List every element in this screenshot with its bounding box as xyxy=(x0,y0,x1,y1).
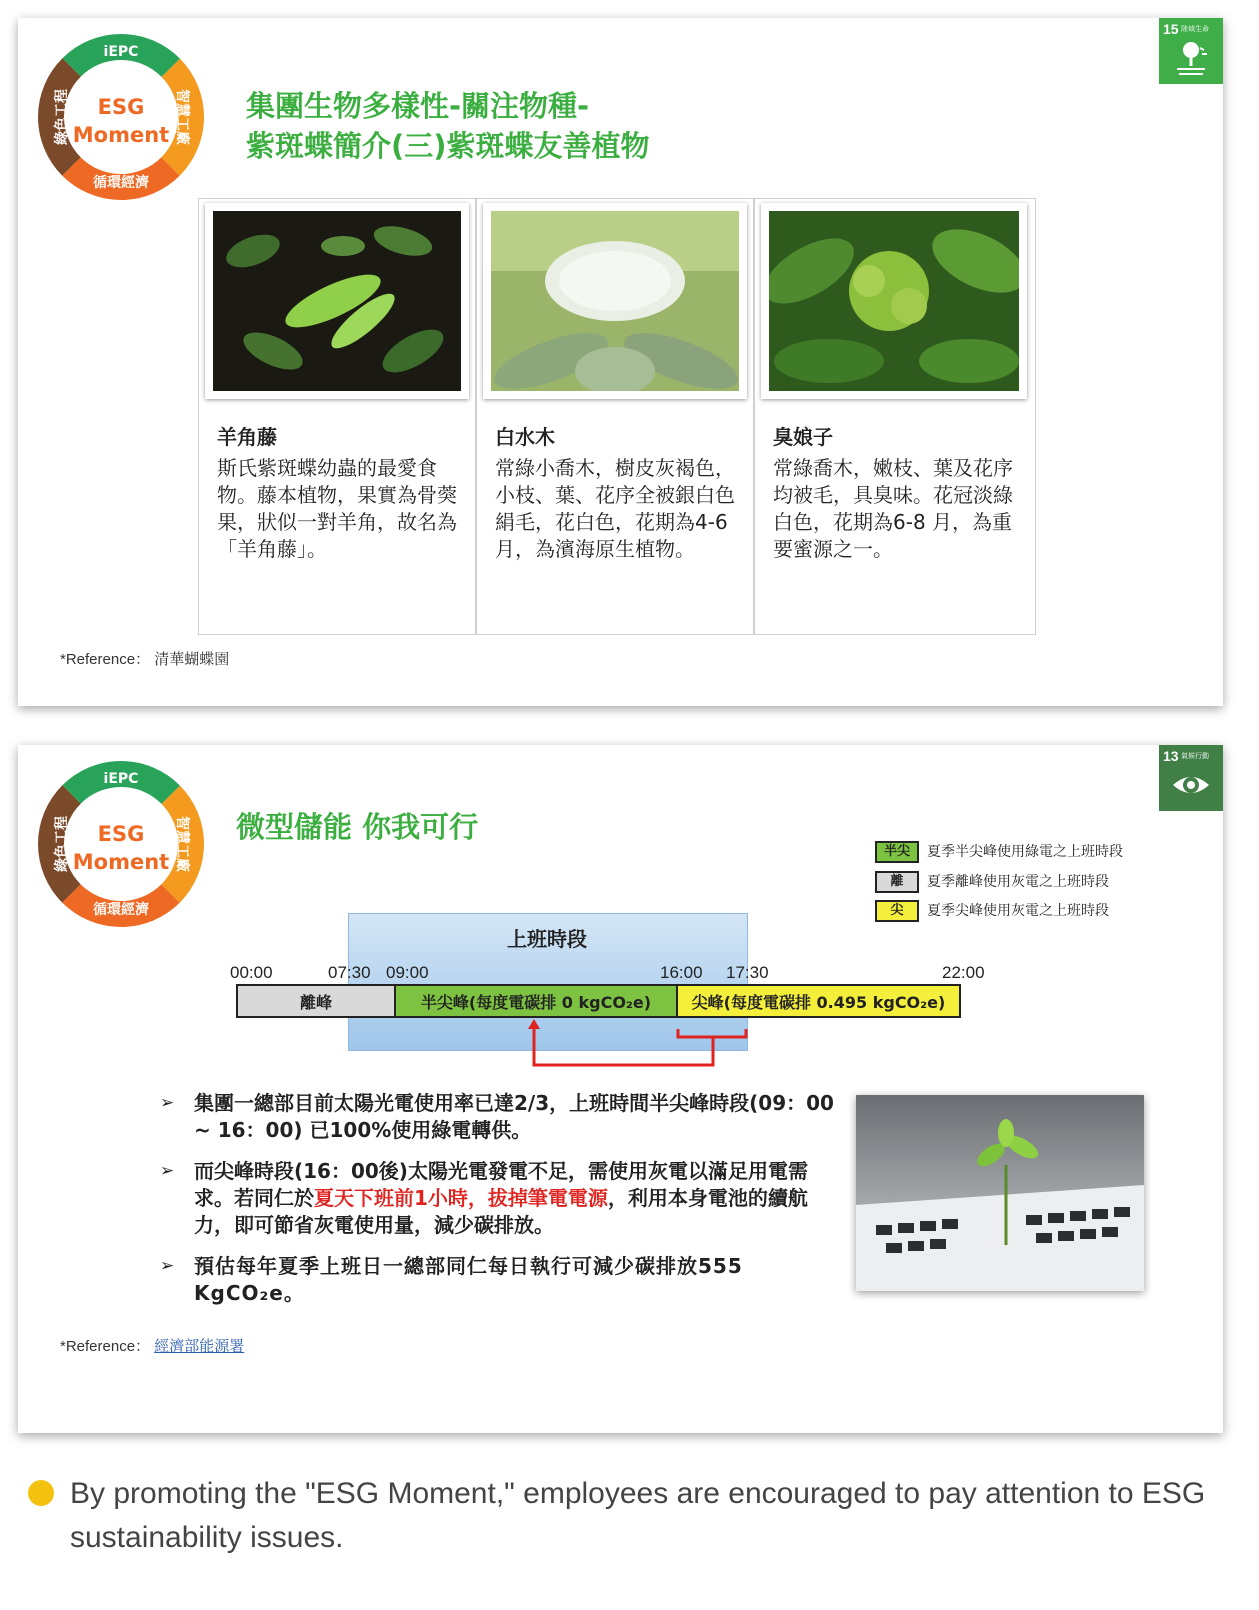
svg-text:循環經濟: 循環經濟 xyxy=(93,175,149,191)
reference-link[interactable]: 經濟部能源署 xyxy=(154,1338,245,1355)
plant-desc: 斯氏紫斑蝶幼蟲的最愛食物。藤本植物，果實為骨葖果，狀似一對羊角，故名為「羊角藤」。 xyxy=(217,456,457,561)
reference: *Reference： 經濟部能源署 xyxy=(60,1338,245,1355)
plant-cards xyxy=(198,198,1036,635)
time-tick: 17:30 xyxy=(726,963,769,982)
time-tick: 00:00 xyxy=(230,963,273,982)
esg-moment-logo xyxy=(36,759,206,929)
legend-item: 半尖 夏季半尖峰使用綠電之上班時段 xyxy=(875,841,1123,863)
peak-segment: 尖峰(每度電碳排 0.495 kgCO₂e) xyxy=(676,984,961,1018)
plant-name: 羊角藤 xyxy=(217,425,277,449)
arrow-icon: ➢ xyxy=(160,1161,175,1181)
time-tick: 22:00 xyxy=(942,963,985,982)
svg-text:循環經濟: 循環經濟 xyxy=(93,902,149,918)
svg-text:Moment: Moment xyxy=(72,123,170,147)
plant-card xyxy=(755,199,1033,634)
time-tick: 16:00 xyxy=(660,963,703,982)
slide2-title: 微型儲能 你我可行 xyxy=(236,810,479,844)
svg-text:智慧工廠: 智慧工廠 xyxy=(174,816,190,872)
bullet-dot-icon xyxy=(28,1480,54,1506)
plant-desc: 常綠小喬木，樹皮灰褐色，小枝、葉、花序全被銀白色絹毛，花白色，花期為4-6月，為濱海原生植物。 xyxy=(495,456,735,561)
semi-peak-segment: 半尖峰(每度電碳排 0 kgCO₂e) xyxy=(394,984,678,1018)
plant-card xyxy=(199,199,477,634)
plant-name: 臭娘子 xyxy=(773,425,833,449)
plant-card xyxy=(477,199,755,634)
arrow-icon: ➢ xyxy=(160,1093,175,1113)
legend-item: 離 夏季離峰使用灰電之上班時段 xyxy=(875,871,1109,893)
slide1-title: 集團生物多樣性-關注物種- 紫斑蝶簡介(三)紫斑蝶友善植物 xyxy=(246,89,650,163)
bullet-item: ➢ 預估每年夏季上班日一總部同仁每日執行可減少碳排放555 KgCO₂e。 xyxy=(160,1254,743,1305)
esg-moment-logo xyxy=(36,32,206,202)
bullet-item: ➢ 而尖峰時段(16：00後)太陽光電發電不足，需使用灰電以滿足用電需求。若同仁於夏天下班前1小時，拔掉筆電電源，利用本身電池的續航力，即可節省灰電使用量，減少碳排放。 xyxy=(160,1159,808,1237)
off-peak-segment: 離峰 xyxy=(236,984,396,1018)
svg-text:iEPC: iEPC xyxy=(103,771,139,787)
plant-photo-1 xyxy=(205,203,469,399)
svg-text:綠色工程: 綠色工程 xyxy=(54,89,70,145)
plant-photo-2 xyxy=(483,203,747,399)
sdg-15-badge: 15 陸域生命 xyxy=(1159,18,1223,84)
caption-text: By promoting the "ESG Moment," employees are encouraged to pay attention to ESG sustainability issues. xyxy=(70,1477,1206,1554)
svg-text:Moment: Moment xyxy=(72,850,170,874)
svg-text:ESG: ESG xyxy=(97,95,145,119)
legend-item: 尖 夏季尖峰使用灰電之上班時段 xyxy=(875,900,1109,922)
svg-text:智慧工廠: 智慧工廠 xyxy=(174,89,190,145)
tree-icon xyxy=(1171,40,1211,78)
svg-text:iEPC: iEPC xyxy=(103,44,139,60)
bullet-list xyxy=(160,1090,840,1321)
eye-globe-icon xyxy=(1171,767,1211,805)
plant-name: 白水木 xyxy=(495,425,555,449)
svg-text:ESG: ESG xyxy=(97,822,145,846)
plant-photo-3 xyxy=(761,203,1027,399)
sdg-13-badge: 13 氣候行動 xyxy=(1159,745,1223,811)
plant-desc: 常綠喬木，嫩枝、葉及花序均被毛，具臭味。花冠淡綠白色，花期為6-8 月，為重要蜜源之一。 xyxy=(773,456,1013,561)
svg-text:綠色工程: 綠色工程 xyxy=(54,816,70,872)
shift-arrow-icon xyxy=(518,1017,758,1073)
laptop-sprout-image xyxy=(856,1095,1144,1291)
office-hours-label: 上班時段 xyxy=(507,927,587,951)
slide-biodiversity xyxy=(18,18,1223,706)
reference: *Reference： 清華蝴蝶園 xyxy=(60,651,230,668)
arrow-icon: ➢ xyxy=(160,1256,176,1276)
time-tick: 07:30 xyxy=(328,963,371,982)
bullet-item: ➢ 集團一總部目前太陽光電使用率已達2/3，上班時間半尖峰時段(09：00 ~ 16：00) 已100%使用綠電轉供。 xyxy=(160,1091,834,1142)
time-tick: 09:00 xyxy=(386,963,429,982)
slide-energy-storage xyxy=(18,745,1223,1433)
